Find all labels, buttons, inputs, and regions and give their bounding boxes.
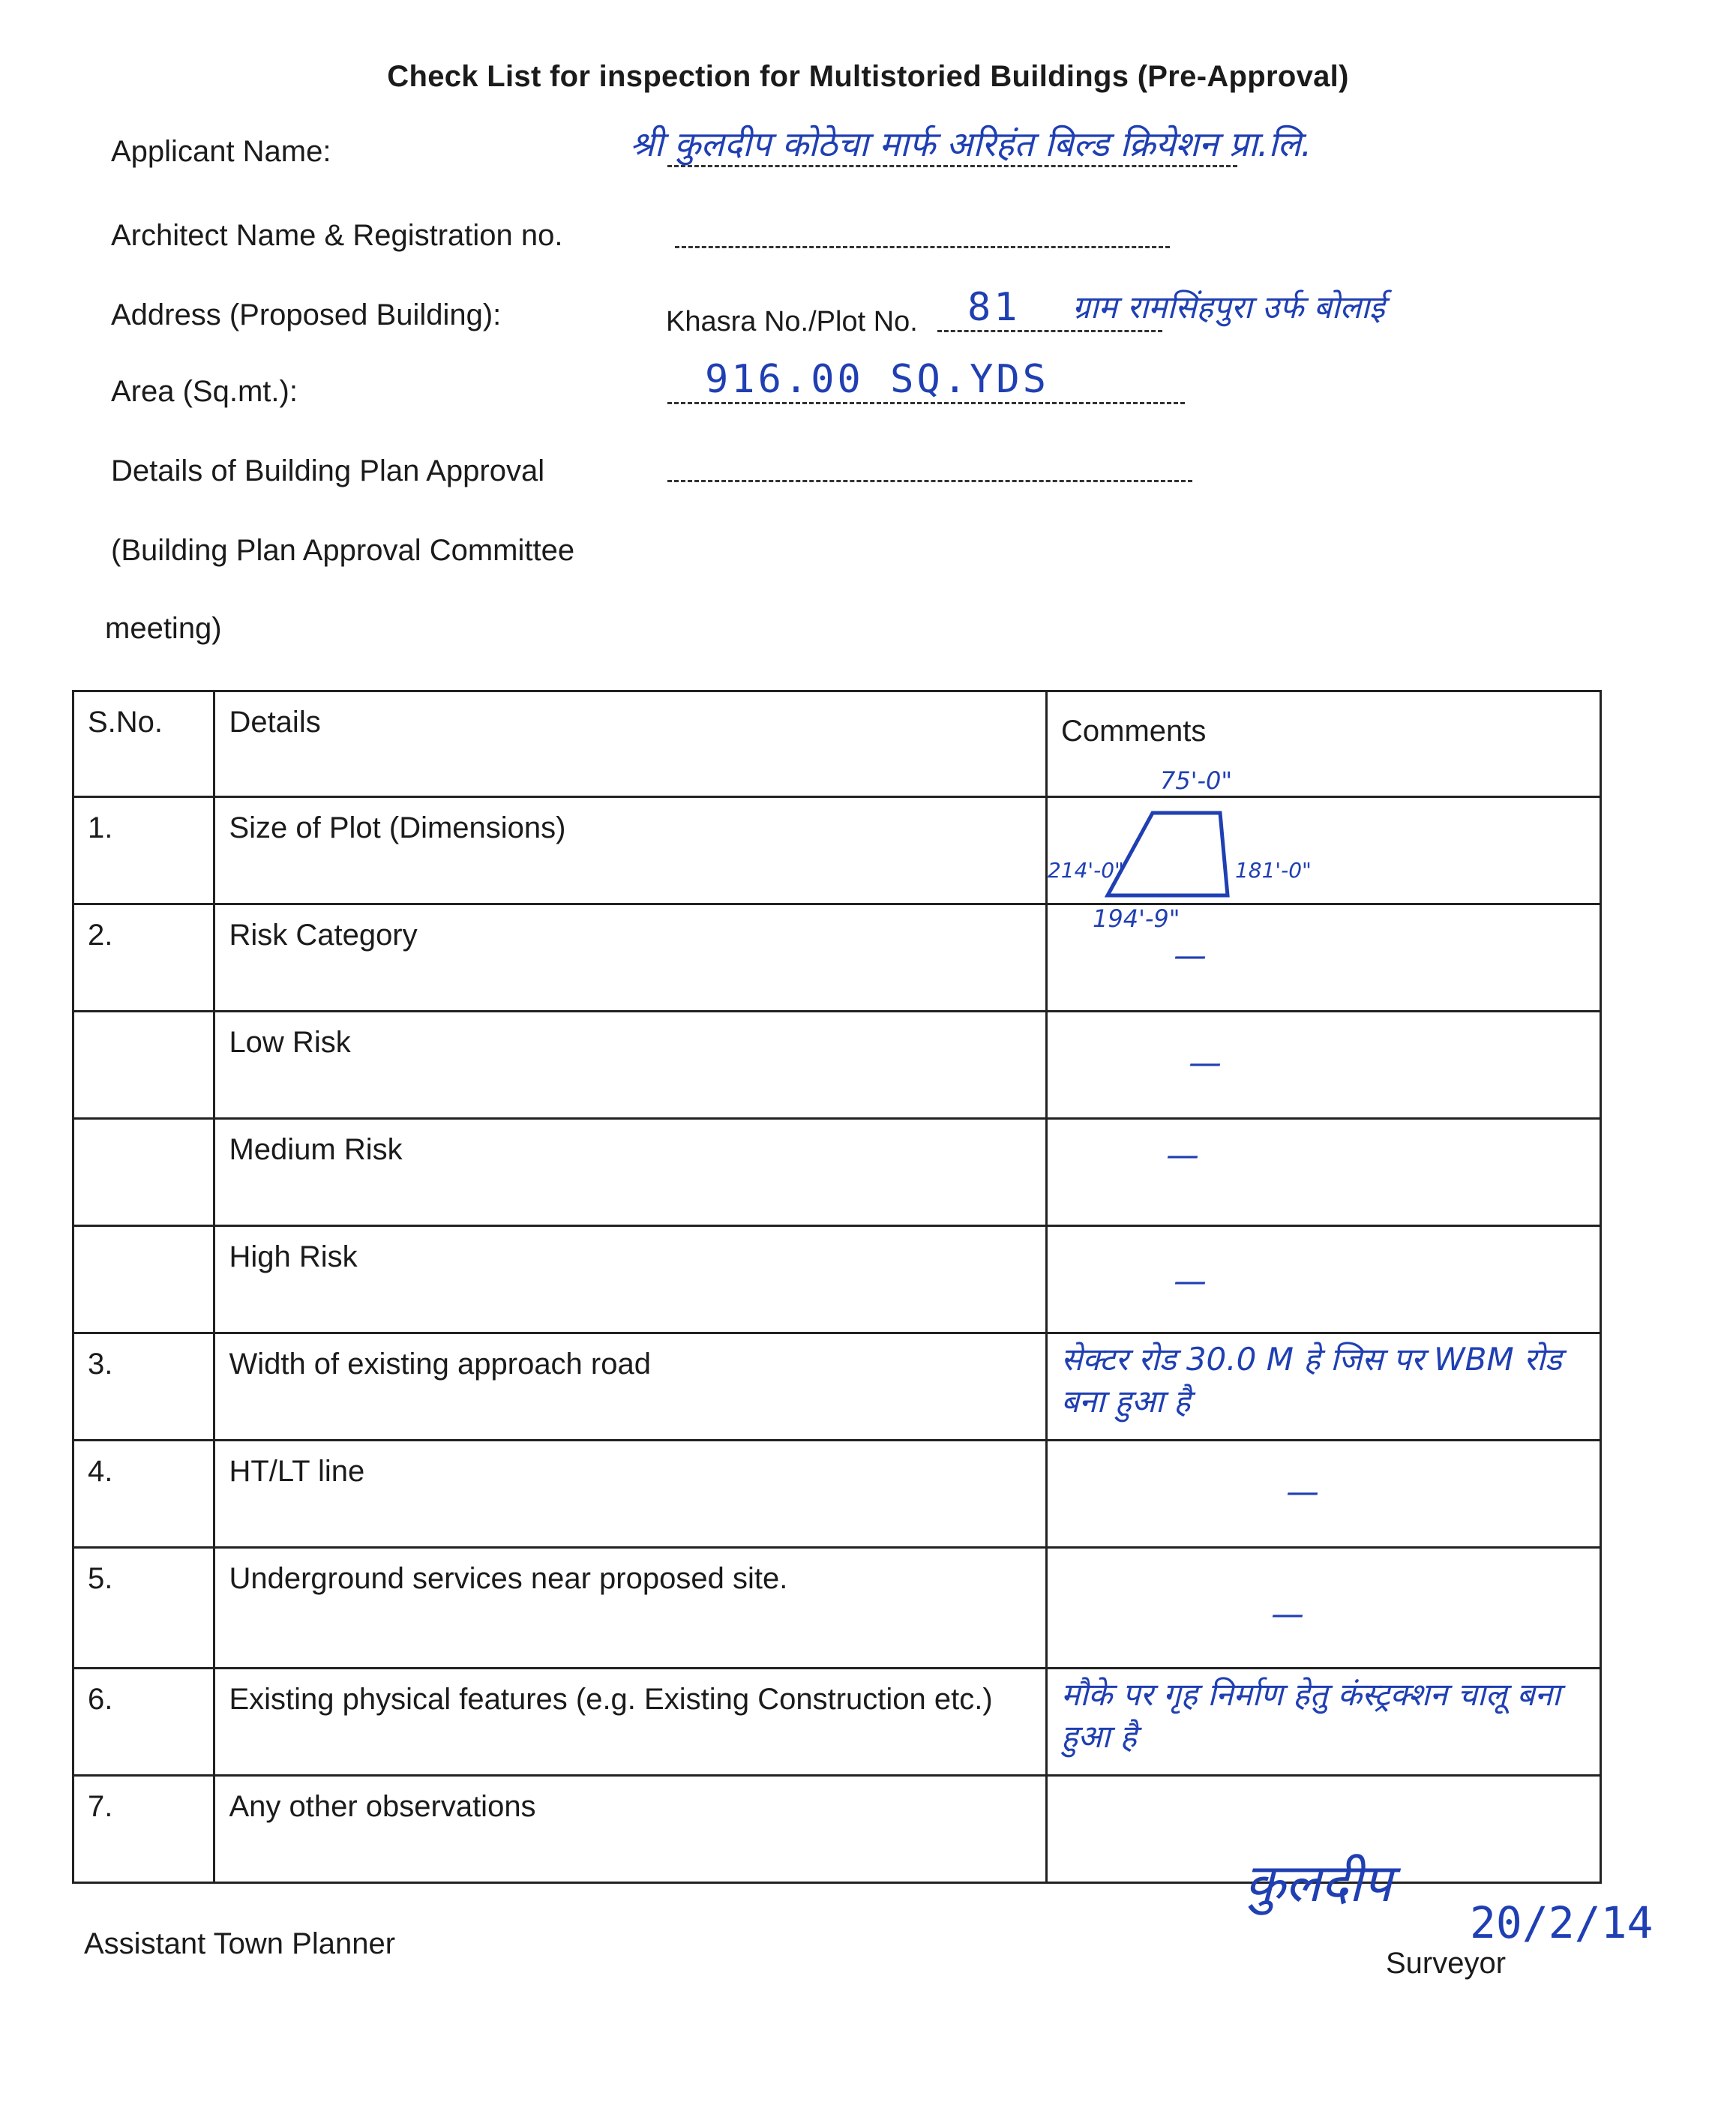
address-value: ग्राम रामसिंहपुरा उर्फ बोलाई bbox=[1072, 289, 1385, 325]
address-label: Address (Proposed Building): bbox=[111, 298, 502, 331]
header-comments: Comments bbox=[1046, 691, 1600, 797]
table-row bbox=[73, 1548, 1601, 1669]
khasra-label: Khasra No./Plot No. bbox=[666, 306, 918, 337]
row-sno: 1. bbox=[73, 797, 214, 904]
area-label: Area (Sq.mt.): bbox=[111, 375, 298, 408]
row-sno: 7. bbox=[73, 1776, 214, 1883]
dash-mark: — bbox=[1270, 1595, 1304, 1633]
row-details: Risk Category bbox=[214, 904, 1047, 1012]
plot-dim-left: 214'-0" bbox=[1047, 858, 1124, 883]
table-row bbox=[73, 1441, 1601, 1548]
row-sno: 6. bbox=[73, 1669, 214, 1776]
document-title: Check List for inspection for Multistoried Buildings (Pre-Approval) bbox=[387, 60, 1349, 93]
row-details: Any other observations bbox=[214, 1776, 1047, 1883]
row-comments bbox=[1046, 1012, 1600, 1119]
row-comments bbox=[1046, 1548, 1600, 1669]
applicant-name-label: Applicant Name: bbox=[111, 135, 331, 168]
dash-mark: — bbox=[1173, 1262, 1207, 1300]
row-sno: 5. bbox=[73, 1548, 214, 1669]
surveyor-signature: कुलदीप bbox=[1245, 1852, 1393, 1914]
row-sno: 4. bbox=[73, 1441, 214, 1548]
row-comments bbox=[1046, 766, 1600, 933]
row-comments bbox=[1046, 1333, 1600, 1441]
approval-label-1: Details of Building Plan Approval bbox=[111, 454, 545, 487]
approval-label-2: (Building Plan Approval Committee bbox=[111, 534, 575, 567]
row-sno bbox=[73, 1012, 214, 1119]
row-details: Existing physical features (e.g. Existing Construction etc.) bbox=[214, 1669, 1047, 1776]
area-line bbox=[667, 402, 1185, 404]
plot-dim-top: 75'-0" bbox=[1159, 766, 1233, 795]
row-details: HT/LT line bbox=[214, 1441, 1047, 1548]
dash-mark: — bbox=[1165, 1136, 1199, 1174]
architect-label: Architect Name & Registration no. bbox=[111, 219, 563, 252]
row-sno: 3. bbox=[73, 1333, 214, 1441]
row-comments bbox=[1046, 1226, 1600, 1333]
area-value: 916.00 SQ.YDS bbox=[705, 357, 1049, 402]
road-width-value: सेक्टर रोड 30.0 M हे जिस पर WBM रोड बना हुआ है bbox=[1060, 1341, 1562, 1420]
row-comments bbox=[1046, 1119, 1600, 1226]
plot-dim-bottom: 194'-9" bbox=[1092, 904, 1180, 933]
table-row bbox=[73, 1669, 1601, 1776]
table-header-row bbox=[73, 691, 1601, 797]
table-row bbox=[73, 904, 1601, 1012]
dash-mark: — bbox=[1173, 937, 1207, 975]
khasra-line bbox=[937, 330, 1162, 332]
dash-mark: — bbox=[1285, 1473, 1319, 1511]
table-row bbox=[73, 1333, 1601, 1441]
row-details: Width of existing approach road bbox=[214, 1333, 1047, 1441]
table-row bbox=[73, 1119, 1601, 1226]
dash-mark: — bbox=[1188, 1044, 1222, 1082]
physical-features-value: मौके पर गृह निर्माण हेतु कंस्ट्रक्शन चालू बना हुआ है bbox=[1060, 1676, 1561, 1755]
plot-dim-right: 181'-0" bbox=[1234, 858, 1312, 883]
table-row bbox=[73, 1226, 1601, 1333]
assistant-town-planner-label: Assistant Town Planner bbox=[84, 1927, 396, 1960]
row-comments bbox=[1046, 1441, 1600, 1548]
table-row bbox=[73, 1012, 1601, 1119]
row-sno: 2. bbox=[73, 904, 214, 1012]
plot-number-value: 81 bbox=[967, 285, 1021, 330]
row-details: Low Risk bbox=[214, 1012, 1047, 1119]
checklist-table bbox=[72, 690, 1602, 1884]
approval-line bbox=[667, 480, 1192, 482]
row-details: Underground services near proposed site. bbox=[214, 1548, 1047, 1669]
row-comments bbox=[1046, 904, 1600, 1012]
row-details: Medium Risk bbox=[214, 1119, 1047, 1226]
row-sno bbox=[73, 1226, 214, 1333]
applicant-name-value: श्री कुलदीप कोठेचा मार्फ अरिहंत बिल्ड क्रियेशन प्रा.लि. bbox=[630, 124, 1312, 164]
row-sno bbox=[73, 1119, 214, 1226]
header-sno: S.No. bbox=[73, 691, 214, 797]
architect-line bbox=[675, 246, 1170, 248]
header-details: Details bbox=[214, 691, 1047, 797]
approval-label-3: meeting) bbox=[105, 612, 222, 645]
plot-sketch bbox=[1078, 783, 1273, 910]
row-comments bbox=[1046, 1669, 1600, 1776]
signature-date: 20/2/14 bbox=[1470, 1897, 1654, 1948]
row-details: Size of Plot (Dimensions) bbox=[214, 797, 1047, 904]
row-details: High Risk bbox=[214, 1226, 1047, 1333]
surveyor-label: Surveyor bbox=[1386, 1947, 1507, 1980]
table-row bbox=[73, 797, 1601, 904]
